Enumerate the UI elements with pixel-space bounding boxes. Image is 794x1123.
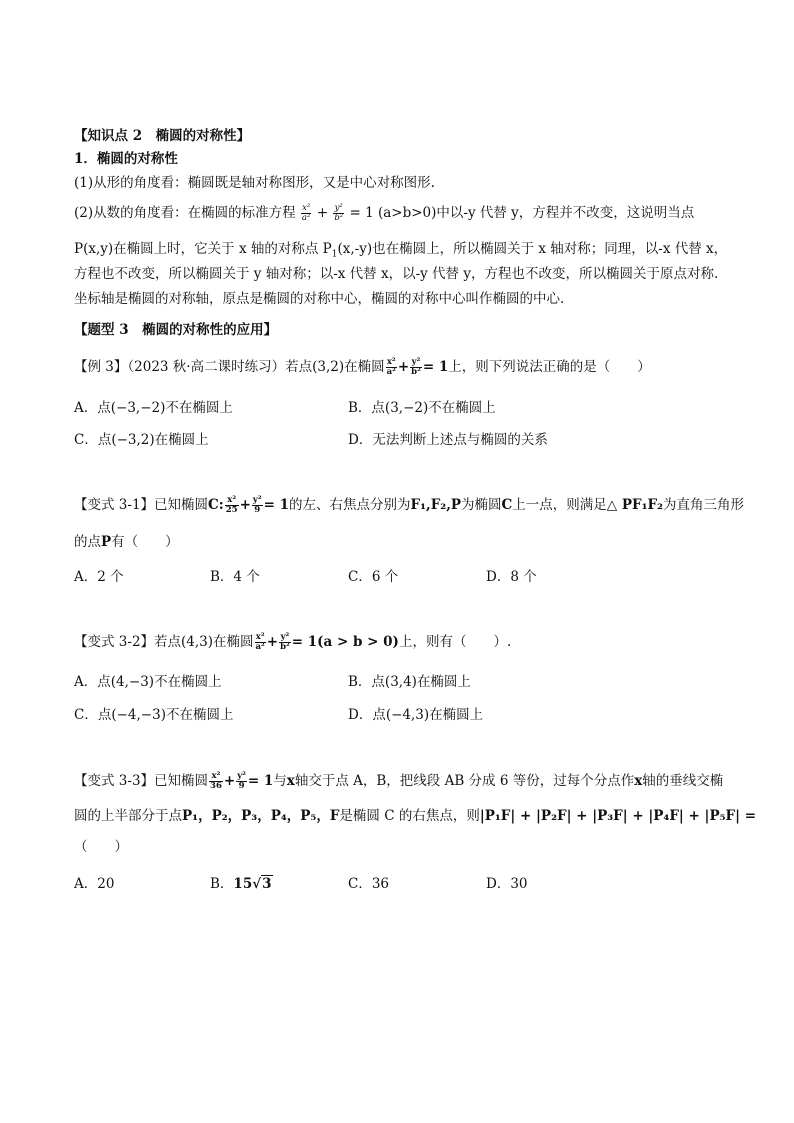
sqrt-3: √3 (252, 876, 272, 892)
option-text: 点 (97, 707, 112, 723)
option-math: (−4,−3) (111, 707, 166, 723)
variant33-text-b: 与 (273, 773, 287, 789)
variant32-option-c[interactable] (74, 703, 233, 723)
option-label: A． (74, 400, 98, 416)
variant32-option-b[interactable] (348, 670, 471, 690)
option-text: 点 (371, 400, 385, 416)
knowledge-paragraph-1: (1)从形的角度看：椭圆既是轴对称图形，又是中心对称图形. (74, 175, 435, 191)
variant31-question: 【变式 3-1】已知椭圆C: $\frac{\text{x²}}{25}$ + $\frac{\text{y²}}{9}$ = 1的左、右焦点分别为F₁,F₂,P为椭圆C上一点，则满足△ PF₁F₂为直角三角形 (74, 495, 745, 515)
variant32-question: 【变式 3-2】若点(4,3)在椭圆 $\frac{\text{x²}}{\text{a²}}$ + $\frac{\text{y²}}{\text{b²}}$ = 1(a > b > 0)上，则有（ ）. (74, 632, 512, 652)
eq-y2-b2: $\frac{\text{y²}}{\text{b²}}$ (334, 203, 344, 223)
variant33-option-b[interactable] (210, 872, 273, 892)
variant32-condition: = 1(a > b > 0) (291, 634, 399, 650)
variant31-y2-9: $\frac{\text{y²}}{9}$ (252, 495, 262, 515)
variant31-text-a: 已知椭圆 (154, 497, 209, 513)
variant32-text-a: 若点 (154, 634, 182, 650)
option-text: 在椭圆上 (429, 707, 484, 723)
variant31-ellipse: C: (208, 497, 224, 513)
option-label: C． (74, 707, 98, 723)
example3-source: （2023 秋·高二课时练习） (127, 359, 286, 375)
variant33-equals: = 1 (247, 773, 274, 789)
example3-y2-b2: $\frac{\text{y²}}{\text{b²}}$ (411, 357, 421, 377)
option-text: 点 (97, 674, 111, 690)
option-label: A． (74, 674, 98, 690)
variant33-y2-9: $\frac{\text{y²}}{9}$ (237, 771, 246, 791)
variant33-sum: |P₁F| + |P₂F| + |P₃F| + |P₄F| + |P₅F| = (479, 808, 757, 824)
option-text: 点 (372, 707, 386, 723)
option-math: (4,−3) (110, 674, 155, 690)
eq-x2-a2: $\frac{\text{x²}}{\text{a²}}$ (301, 203, 311, 223)
example3-text-b: 在椭圆 (344, 359, 385, 375)
p2-text-b: (a>b>0)中以-y 代替 y，方程并不改变，这说明当点 (377, 205, 695, 221)
knowledge-paragraph-3: P(x,y)在椭圆上时，它关于 x 轴的对称点 $P_1(x,-y)$也在椭圆上，所以椭圆关于 x 轴对称；同理，以-x 代替 x， (74, 241, 728, 260)
variant33-line2a: 圆的上半部分于点 (74, 808, 182, 824)
variant33-question: 【变式 3-3】已知椭圆 $\frac{\text{x²}}{36}$ + $\frac{\text{y²}}{9}$ = 1与x轴交于点 A，B，把线段 AB 分成 6 等份，过每个分点作x轴的垂线交椭 (74, 771, 724, 791)
variant31-foci: F₁,F₂,P (410, 497, 462, 513)
option-label: C． (74, 432, 98, 448)
example3-text-d: 上，则下列说法正确的是（ ） (448, 359, 651, 375)
example3-option-c[interactable] (74, 428, 209, 448)
variant31-x2-25: $\frac{\text{x²}}{25}$ (225, 495, 238, 515)
variant33-line2b: 是椭圆 C 的右焦点，则 (339, 808, 480, 824)
example3-question: 【例 3】（2023 秋·高二课时练习）若点(3,2)在椭圆 $\frac{\text{x²}}{\text{a²}}$ + $\frac{\text{y²}}{\text{b²}}$ = 1上，则下列说法正确的是（ ） (74, 357, 651, 377)
option-math: (3,−2) (384, 400, 429, 416)
variant33-option-c[interactable]: C．36 (348, 876, 390, 892)
variant32-option-d[interactable] (348, 703, 483, 723)
variant33-label: 【变式 3-3】 (74, 773, 155, 789)
option-label: B． (210, 876, 234, 892)
variant32-text-c: 上，则有（ ）. (398, 634, 512, 650)
option-text: 不在椭圆上 (428, 400, 496, 416)
variant32-point: (4,3) (181, 634, 214, 650)
example3-text-a: 若点 (285, 359, 313, 375)
variant31-question-line2 (74, 533, 179, 551)
variant33-x: x (286, 773, 295, 789)
variant31-line2: 的点 (74, 534, 101, 550)
variant31-text-d: 为椭圆 (461, 497, 502, 513)
variant33-x2-36: $\frac{\text{x²}}{36}$ (210, 771, 222, 791)
option-math: 15 (233, 876, 253, 892)
variant32-label: 【变式 3-2】 (74, 634, 155, 650)
variant33-question-line2 (74, 807, 756, 825)
variant31-p: P (101, 534, 112, 550)
variant31-option-d[interactable]: D．8 个 (486, 569, 537, 585)
variant31-option-a[interactable]: A．2 个 (74, 569, 124, 585)
p3-text-a: P(x,y)在椭圆上时，它关于 x 轴的对称点 P (74, 241, 332, 257)
option-text: 不在椭圆上 (165, 400, 233, 416)
knowledge-paragraph-5: 坐标轴是椭圆的对称轴，原点是椭圆的对称中心，椭圆的对称中心叫作椭圆的中心. (74, 291, 565, 307)
option-math: (−4,3) (385, 707, 430, 723)
variant33-option-d[interactable]: D．30 (486, 876, 528, 892)
topic-heading: 【题型 3 椭圆的对称性的应用】 (74, 322, 278, 338)
variant32-y2-b2: $\frac{\text{y²}}{\text{b²}}$ (280, 632, 290, 652)
variant31-c: C (501, 497, 513, 513)
variant32-text-b: 在椭圆 (213, 634, 254, 650)
example3-option-b[interactable] (348, 396, 496, 416)
option-text: 不在椭圆上 (165, 707, 234, 723)
option-math: (−3,2) (111, 432, 155, 448)
variant33-x2: x (634, 773, 643, 789)
variant31-text-c: 的左、右焦点分别为 (289, 497, 411, 513)
knowledge-subtitle: 1．椭圆的对称性 (74, 151, 178, 167)
option-label: D． (348, 707, 373, 723)
equals-one: = 1 (345, 205, 378, 221)
option-text: 不在椭圆上 (154, 674, 222, 690)
example3-label: 【例 3】 (74, 359, 128, 375)
knowledge-paragraph-2 (74, 204, 694, 223)
knowledge-heading: 【知识点 2 椭圆的对称性】 (74, 128, 251, 144)
option-label: B． (348, 674, 372, 690)
variant33-question-line3: （ ） (74, 839, 128, 855)
p2-text-a: (2)从数的角度看：在椭圆的标准方程 (74, 205, 296, 221)
variant33-text-c: 轴交于点 A，B，把线段 AB 分成 6 等份，过每个分点作 (294, 773, 635, 789)
variant31-line2b: 有（ ） (111, 534, 179, 550)
variant33-text-a: 已知椭圆 (154, 773, 209, 789)
option-math: (−3,−2) (110, 400, 166, 416)
knowledge-paragraph-4: 方程也不改变，所以椭圆关于 y 轴对称；以-x 代替 x，以-y 代替 y，方程也不改变，所以椭圆关于原点对称. (74, 266, 719, 282)
option-label: B． (348, 400, 372, 416)
option-label: D． (348, 432, 373, 448)
example3-x2-a2: $\frac{\text{x²}}{\text{a²}}$ (386, 357, 396, 377)
option-text: 在椭圆上 (154, 432, 209, 448)
variant31-triangle: △ PF₁F₂ (606, 497, 664, 513)
option-text: 无法判断上述点与椭圆的关系 (372, 432, 548, 448)
variant32-option-a[interactable] (74, 670, 222, 690)
variant31-label: 【变式 3-1】 (74, 497, 155, 513)
variant31-option-b[interactable]: B．4 个 (210, 569, 260, 585)
option-math: (3,4) (384, 674, 417, 690)
option-text: 点 (371, 674, 385, 690)
variant31-text-f: 为直角三角形 (663, 497, 745, 513)
option-text: 在椭圆上 (416, 674, 471, 690)
option-text: 点 (97, 432, 112, 448)
variant31-option-c[interactable]: C．6 个 (348, 569, 399, 585)
example3-option-d[interactable] (348, 428, 548, 448)
variant33-points: P₁，P₂，P₃，P₄，P₅，F (182, 808, 340, 824)
example3-option-a[interactable] (74, 396, 233, 416)
variant33-text-d: 轴的垂线交椭 (642, 773, 724, 789)
plus-sign: + (312, 205, 333, 221)
p3-text-b: (x,-y)也在椭圆上，所以椭圆关于 x 轴对称；同理，以-x 代替 x， (337, 241, 728, 257)
variant33-option-a[interactable]: A．20 (74, 876, 115, 892)
variant31-equals: = 1 (263, 497, 289, 513)
variant32-x2-a2: $\frac{\text{x²}}{\text{a²}}$ (255, 632, 265, 652)
variant31-text-e: 上一点，则满足 (512, 497, 607, 513)
example3-point: (3,2) (312, 359, 345, 375)
example3-equals: = 1 (422, 359, 449, 375)
option-text: 点 (97, 400, 111, 416)
